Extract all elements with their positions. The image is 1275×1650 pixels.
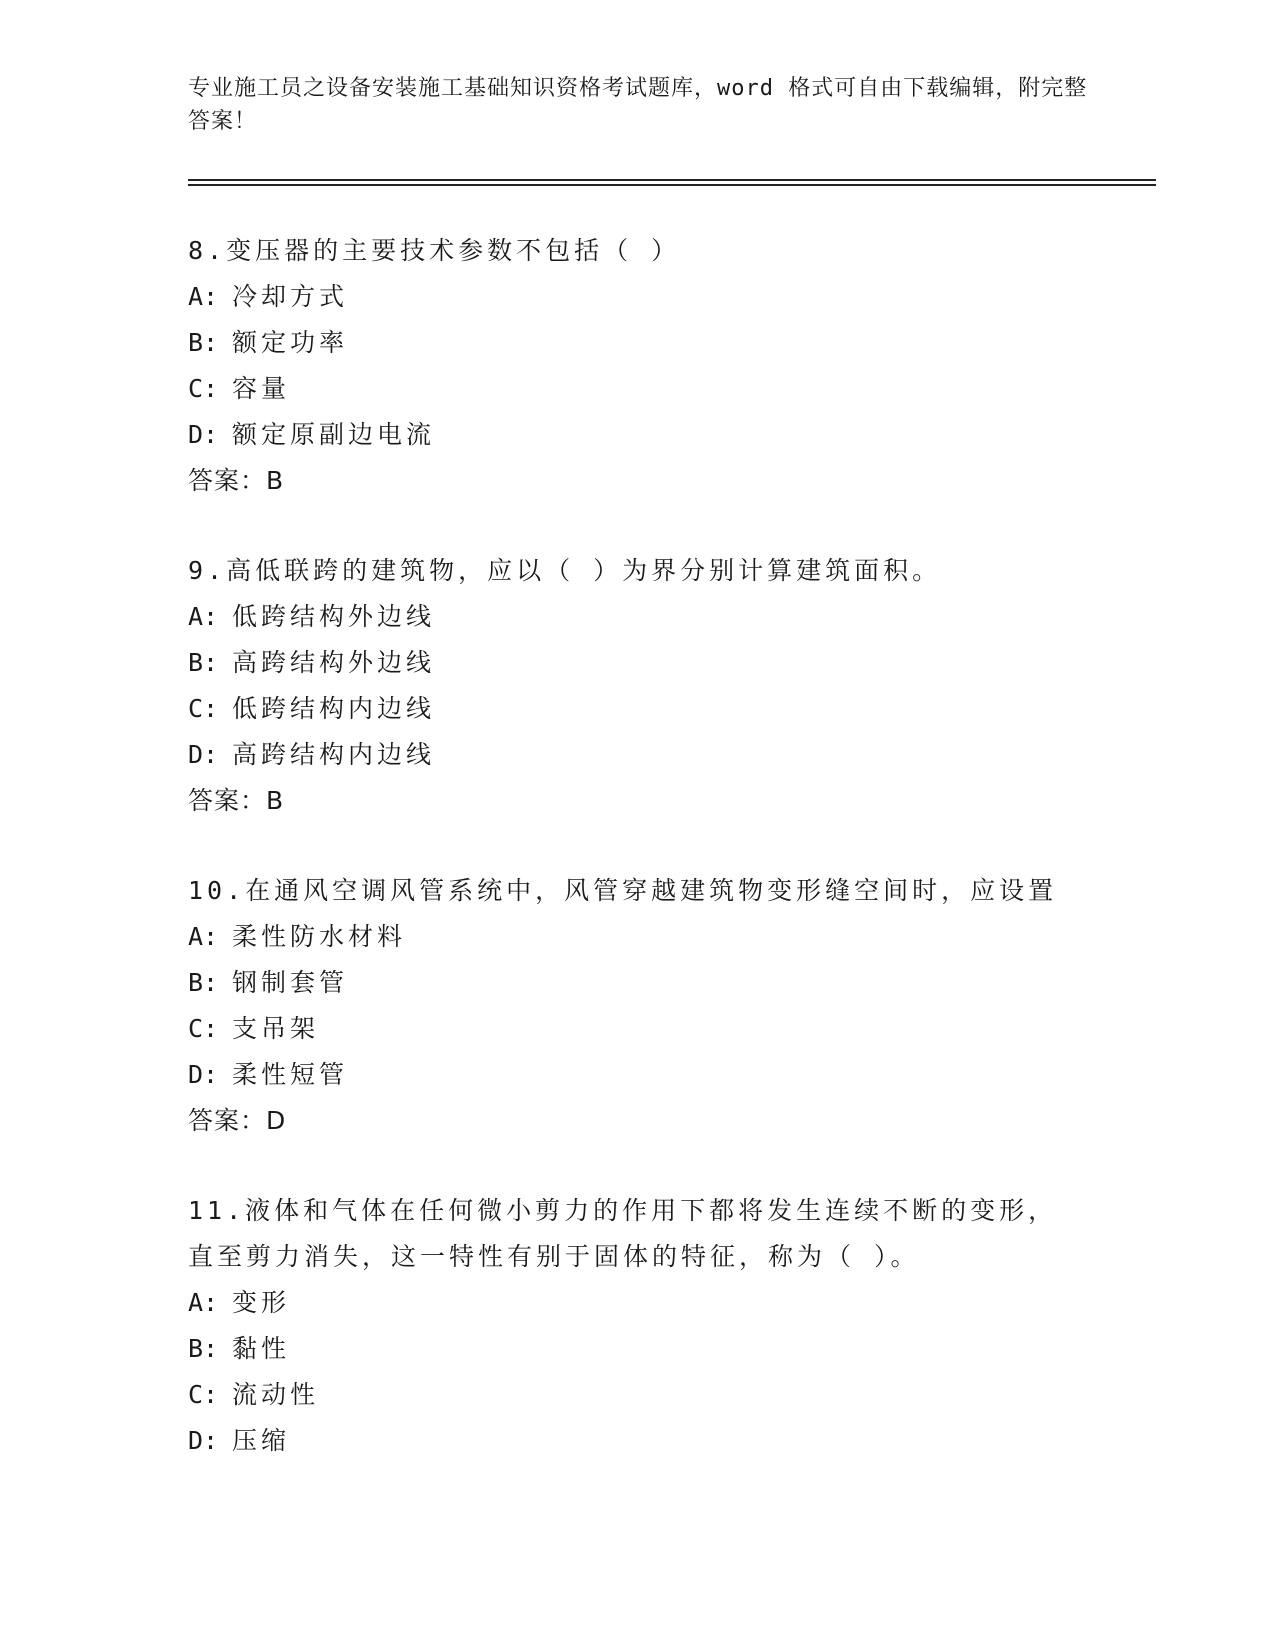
option-a [188, 594, 1088, 640]
option-b [188, 960, 1088, 1006]
question-stem: 11.液体和气体在任何微小剪力的作用下都将发生连续不断的变形，直至剪力消失，这一特性有别于固体的特征，称为（ ）。 [188, 1196, 1058, 1271]
option-text: 支吊架 [232, 1014, 320, 1043]
option-letter: A: [188, 282, 219, 311]
option-a [188, 914, 1088, 960]
option-a [188, 1280, 1088, 1326]
option-letter: C: [188, 1380, 219, 1409]
question-11 [188, 1188, 1088, 1464]
option-letter: D: [188, 1060, 219, 1089]
option-b [188, 640, 1088, 686]
option-letter: A: [188, 922, 219, 951]
option-letter: C: [188, 694, 219, 723]
option-d [188, 412, 1088, 458]
option-text: 柔性短管 [232, 1060, 349, 1089]
option-text: 低跨结构内边线 [232, 694, 436, 723]
question-10 [188, 868, 1088, 1144]
option-letter: B: [188, 968, 219, 997]
question-stem: 9.高低联跨的建筑物，应以（ ）为界分别计算建筑面积。 [188, 556, 942, 585]
question-stem: 8.变压器的主要技术参数不包括（ ） [188, 236, 681, 265]
option-text: 额定功率 [232, 328, 349, 357]
option-text: 黏性 [232, 1334, 291, 1363]
option-text: 柔性防水材料 [232, 922, 407, 951]
option-letter: D: [188, 1426, 219, 1455]
question-8 [188, 228, 1088, 504]
option-d [188, 732, 1088, 778]
option-text: 低跨结构外边线 [232, 602, 436, 631]
option-text: 额定原副边电流 [232, 420, 436, 449]
option-letter: D: [188, 420, 219, 449]
option-d [188, 1052, 1088, 1098]
option-letter: B: [188, 1334, 219, 1363]
option-text: 钢制套管 [232, 968, 349, 997]
option-letter: D: [188, 740, 219, 769]
option-text: 冷却方式 [232, 282, 349, 311]
option-c [188, 686, 1088, 732]
option-letter: C: [188, 1014, 219, 1043]
option-text: 高跨结构内边线 [232, 740, 436, 769]
option-letter: C: [188, 374, 219, 403]
option-letter: A: [188, 1288, 219, 1317]
answer-label: 答案：B [188, 466, 285, 495]
option-letter: A: [188, 602, 219, 631]
question-stem: 10.在通风空调风管系统中，风管穿越建筑物变形缝空间时，应设置 [188, 876, 1058, 905]
option-d [188, 1418, 1088, 1464]
option-text: 压缩 [232, 1426, 291, 1455]
option-a [188, 274, 1088, 320]
option-b [188, 1326, 1088, 1372]
option-letter: B: [188, 328, 219, 357]
answer-label: 答案：B [188, 786, 285, 815]
header-divider-top [188, 179, 1156, 181]
option-c [188, 366, 1088, 412]
answer-label: 答案：D [188, 1106, 287, 1135]
option-text: 流动性 [232, 1380, 320, 1409]
option-c [188, 1372, 1088, 1418]
option-text: 容量 [232, 374, 291, 403]
option-text: 变形 [232, 1288, 291, 1317]
document-intro: 专业施工员之设备安装施工基础知识资格考试题库，word 格式可自由下载编辑，附完整答案！ [188, 76, 1088, 134]
option-letter: B: [188, 648, 219, 677]
option-b [188, 320, 1088, 366]
option-text: 高跨结构外边线 [232, 648, 436, 677]
header-divider-bottom [188, 184, 1156, 186]
option-c [188, 1006, 1088, 1052]
question-9 [188, 548, 1088, 824]
